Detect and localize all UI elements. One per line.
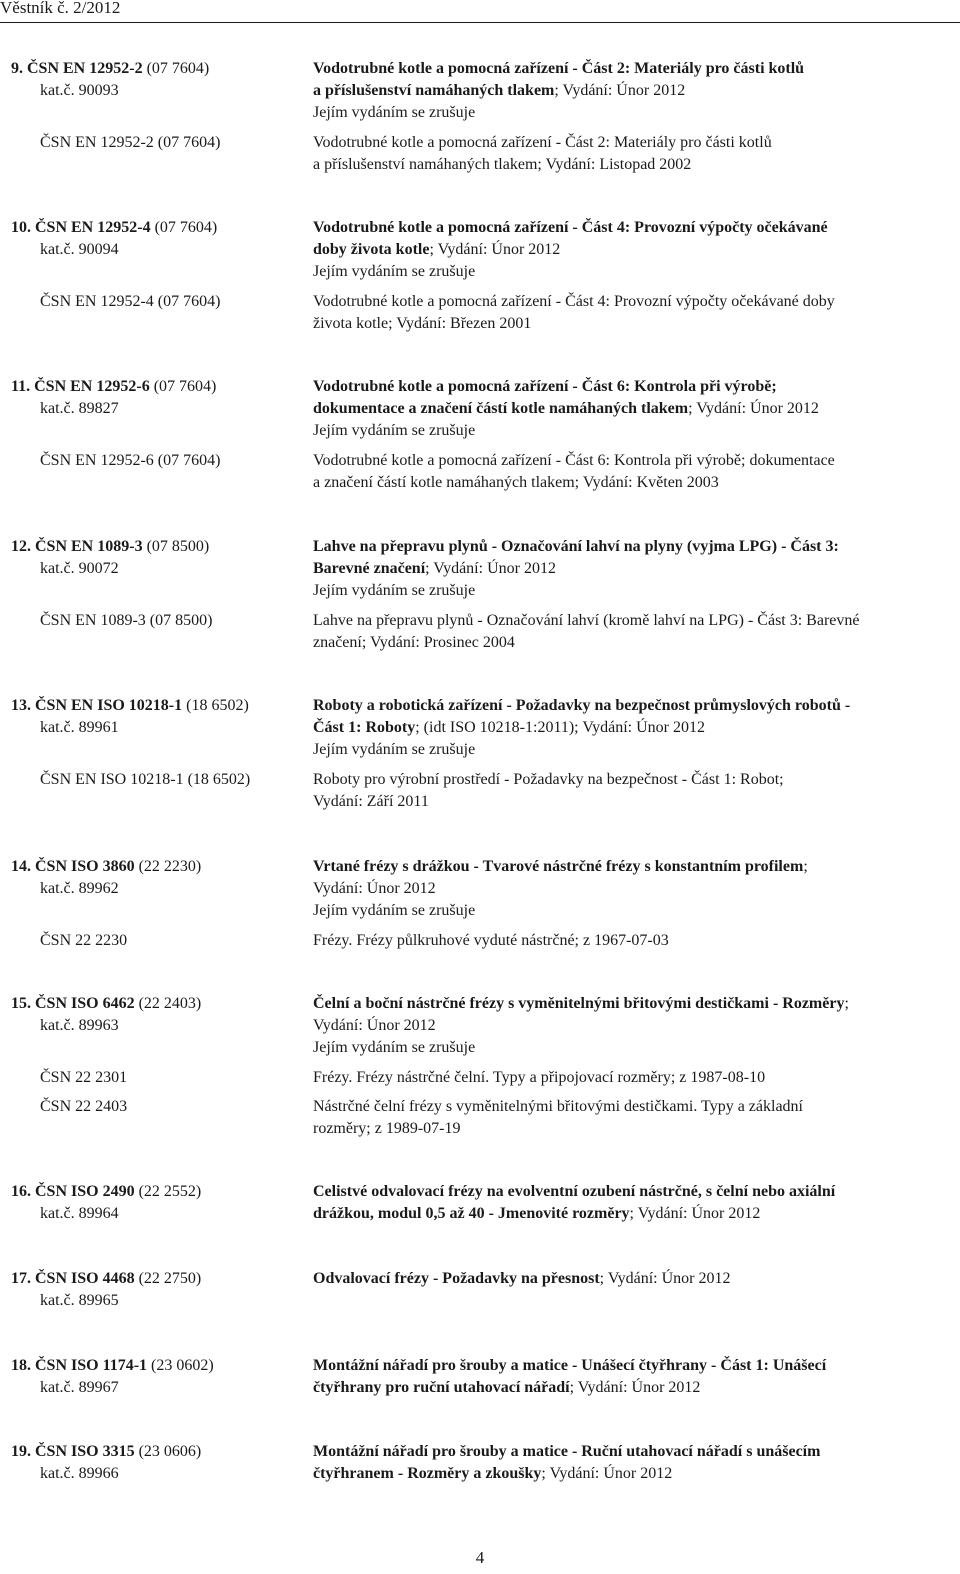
cancellation-note: Jejím vydáním se zrušuje — [313, 741, 476, 758]
catalog-number: kat.č. 89827 — [40, 400, 119, 417]
entry-title: Čelní a boční nástrčné frézy s vyměnitelnými břitovými destičkami - Rozměry; — [313, 995, 849, 1012]
catalog-number: kat.č. 89964 — [40, 1205, 119, 1222]
replaced-title-second: Nástrčné čelní frézy s vyměnitelnými břitovými destičkami. Typy a základní — [313, 1098, 803, 1115]
catalog-number: kat.č. 89962 — [40, 880, 119, 897]
replaced-title: Vodotrubné kotle a pomocná zařízení - Část 6: Kontrola při výrobě; dokumentace — [313, 452, 835, 469]
journal-title: Věstník č. 2/2012 — [0, 0, 121, 17]
replaced-title: Frézy. Frézy nástrčné čelní. Typy a připojovací rozměry; z 1987-08-10 — [313, 1069, 766, 1086]
standard-entry-17 — [0, 1268, 960, 1312]
entry-code: 9. ČSN EN 12952-2 (07 7604) — [11, 60, 210, 77]
entry-code: 11. ČSN EN 12952-6 (07 7604) — [11, 378, 217, 395]
entry-title: Celistvé odvalovací frézy na evolventní ozubení nástrčné, s čelní nebo axiální — [313, 1183, 836, 1200]
replaced-title: Vodotrubné kotle a pomocná zařízení - Část 4: Provozní výpočty očekávané doby — [313, 293, 835, 310]
entry-title: Vodotrubné kotle a pomocná zařízení - Část 2: Materiály pro části kotlů — [313, 60, 805, 77]
standard-entry-13 — [0, 695, 960, 813]
standard-entry-18 — [0, 1355, 960, 1399]
entry-title: Montážní nářadí pro šrouby a matice - Ruční utahovací nářadí s unášecím — [313, 1443, 821, 1460]
replaced-title: Vodotrubné kotle a pomocná zařízení - Část 2: Materiály pro části kotlů — [313, 134, 772, 151]
replaced-code: ČSN EN 12952-4 (07 7604) — [40, 293, 221, 310]
catalog-number: kat.č. 90094 — [40, 241, 119, 258]
replaced-title-continued: Vydání: Září 2011 — [313, 793, 429, 810]
standard-entry-11 — [0, 376, 960, 494]
replaced-title: Frézy. Frézy půlkruhové vyduté nástrčné; z 1967-07-03 — [313, 932, 669, 949]
entry-title-continued: čtyřhranem - Rozměry a zkoušky; Vydání: Únor 2012 — [313, 1465, 673, 1482]
entry-code: 17. ČSN ISO 4468 (22 2750) — [11, 1270, 202, 1287]
replaced-code-second: ČSN 22 2403 — [40, 1098, 128, 1115]
entry-code: 12. ČSN EN 1089-3 (07 8500) — [11, 538, 210, 555]
replaced-title-continued: a značení částí kotle namáhaných tlakem; Vydání: Květen 2003 — [313, 474, 719, 491]
page-header — [0, 0, 960, 23]
catalog-number: kat.č. 90072 — [40, 560, 119, 577]
replaced-title: Roboty pro výrobní prostředí - Požadavky na bezpečnost - Část 1: Robot; — [313, 771, 784, 788]
replaced-code: ČSN EN 1089-3 (07 8500) — [40, 612, 213, 629]
catalog-number: kat.č. 89967 — [40, 1379, 119, 1396]
entry-title: Odvalovací frézy - Požadavky na přesnost; Vydání: Únor 2012 — [313, 1270, 731, 1287]
entry-title: Vodotrubné kotle a pomocná zařízení - Část 4: Provozní výpočty očekávané — [313, 219, 828, 236]
entry-title-continued: Část 1: Roboty; (idt ISO 10218-1:2011); Vydání: Únor 2012 — [313, 719, 705, 736]
catalog-number: kat.č. 90093 — [40, 82, 119, 99]
replaced-title-continued: života kotle; Vydání: Březen 2001 — [313, 315, 532, 332]
standard-entry-12 — [0, 536, 960, 654]
entry-title: Vodotrubné kotle a pomocná zařízení - Část 6: Kontrola při výrobě; — [313, 378, 777, 395]
replaced-title-continued: značení; Vydání: Prosinec 2004 — [313, 634, 515, 651]
entry-title-continued: drážkou, modul 0,5 až 40 - Jmenovité rozměry; Vydání: Únor 2012 — [313, 1205, 761, 1222]
standard-entry-9 — [0, 58, 960, 176]
entry-title-continued: a příslušenství namáhaných tlakem; Vydání: Únor 2012 — [313, 82, 686, 99]
entry-title: Lahve na přepravu plynů - Označování lahví na plyny (vyjma LPG) - Část 3: — [313, 538, 839, 555]
entry-code: 18. ČSN ISO 1174-1 (23 0602) — [11, 1357, 214, 1374]
replaced-title: Lahve na přepravu plynů - Označování lahví (kromě lahví na LPG) - Část 3: Barevné — [313, 612, 860, 629]
cancellation-note: Jejím vydáním se zrušuje — [313, 902, 476, 919]
page-number: 4 — [475, 1548, 485, 1567]
entry-code: 16. ČSN ISO 2490 (22 2552) — [11, 1183, 202, 1200]
cancellation-note: Jejím vydáním se zrušuje — [313, 1039, 476, 1056]
entry-title-continued: doby života kotle; Vydání: Únor 2012 — [313, 241, 561, 258]
entry-code: 14. ČSN ISO 3860 (22 2230) — [11, 858, 202, 875]
replaced-code: ČSN 22 2301 — [40, 1069, 128, 1086]
catalog-number: kat.č. 89963 — [40, 1017, 119, 1034]
entry-title-continued: čtyřhrany pro ruční utahovací nářadí; Vydání: Únor 2012 — [313, 1379, 701, 1396]
cancellation-note: Jejím vydáním se zrušuje — [313, 422, 476, 439]
standard-entry-19 — [0, 1441, 960, 1485]
catalog-number: kat.č. 89965 — [40, 1292, 119, 1309]
catalog-number: kat.č. 89961 — [40, 719, 119, 736]
entry-title-continued: Barevné značení; Vydání: Únor 2012 — [313, 560, 556, 577]
entry-code: 15. ČSN ISO 6462 (22 2403) — [11, 995, 202, 1012]
replaced-code: ČSN EN 12952-2 (07 7604) — [40, 134, 221, 151]
cancellation-note: Jejím vydáním se zrušuje — [313, 104, 476, 121]
standard-entry-15 — [0, 993, 960, 1140]
cancellation-note: Jejím vydáním se zrušuje — [313, 263, 476, 280]
entry-issue: Vydání: Únor 2012 — [313, 880, 436, 897]
entry-code: 13. ČSN EN ISO 10218-1 (18 6502) — [11, 697, 249, 714]
entry-issue: Vydání: Únor 2012 — [313, 1017, 436, 1034]
replaced-code: ČSN EN ISO 10218-1 (18 6502) — [40, 771, 251, 788]
entry-title: Vrtané frézy s drážkou - Tvarové nástrčné frézy s konstantním profilem; — [313, 858, 808, 875]
entry-code: 19. ČSN ISO 3315 (23 0606) — [11, 1443, 202, 1460]
replaced-code: ČSN 22 2230 — [40, 932, 128, 949]
catalog-number: kat.č. 89966 — [40, 1465, 119, 1482]
entry-title: Montážní nářadí pro šrouby a matice - Unášecí čtyřhrany - Část 1: Unášecí — [313, 1357, 827, 1374]
entry-title-continued: dokumentace a značení částí kotle namáhaných tlakem; Vydání: Únor 2012 — [313, 400, 819, 417]
replaced-code: ČSN EN 12952-6 (07 7604) — [40, 452, 221, 469]
standard-entry-14 — [0, 856, 960, 952]
entry-code: 10. ČSN EN 12952-4 (07 7604) — [11, 219, 218, 236]
cancellation-note: Jejím vydáním se zrušuje — [313, 582, 476, 599]
standard-entry-10 — [0, 217, 960, 335]
standard-entry-16 — [0, 1181, 960, 1225]
replaced-title-second-continued: rozměry; z 1989-07-19 — [313, 1120, 461, 1137]
replaced-title-continued: a příslušenství namáhaných tlakem; Vydání: Listopad 2002 — [313, 156, 692, 173]
entry-title: Roboty a robotická zařízení - Požadavky na bezpečnost průmyslových robotů - — [313, 697, 851, 714]
